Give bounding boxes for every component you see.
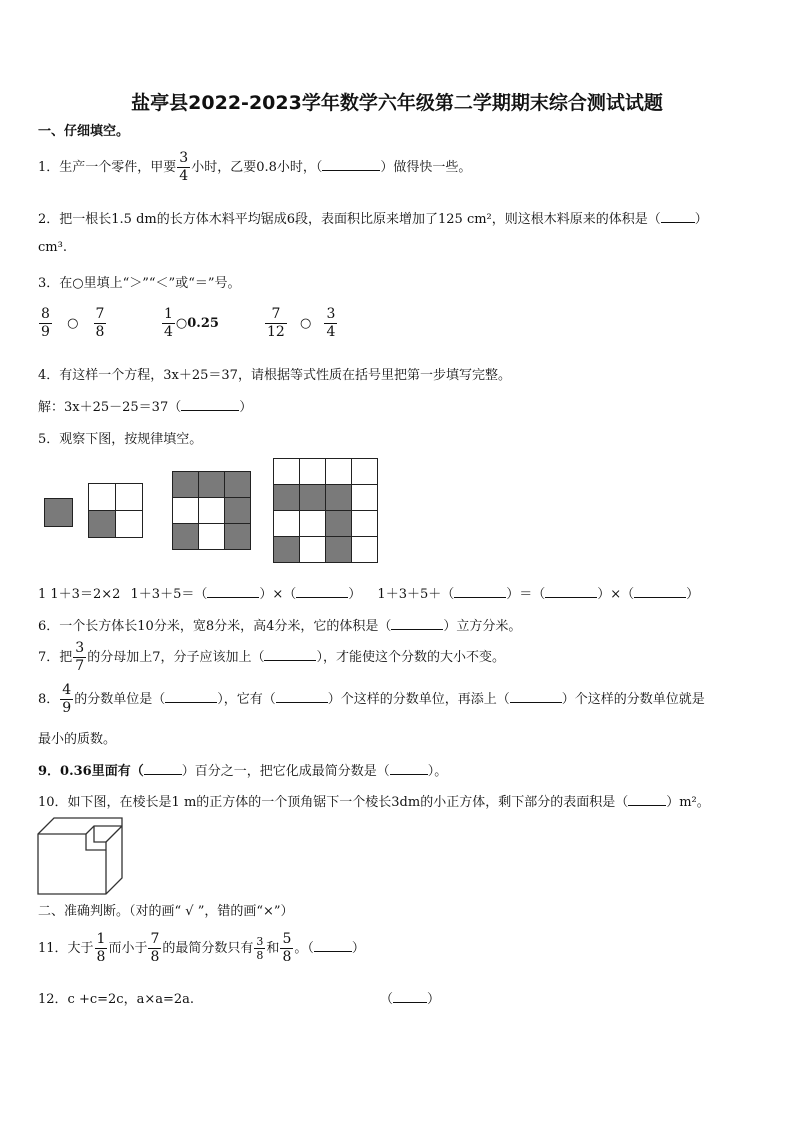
q5-eq2-c: ）	[348, 587, 362, 602]
q3-p2-num1: 1	[164, 306, 173, 322]
cut-notch-inner	[94, 826, 106, 850]
q9-text-b: ）百分之一，把它化成最简分数是（	[181, 764, 390, 779]
q9-text-c: ）。	[427, 764, 448, 779]
q7-text-a: 7．把	[38, 650, 73, 665]
q3-p3-den2: 4	[326, 324, 336, 340]
q10-answer-blank[interactable]	[628, 794, 666, 806]
grid-cell-empty	[326, 459, 352, 485]
q11-f1-num: 1	[96, 931, 106, 947]
q5-eq3-a: 1＋3＋5＋（	[377, 587, 455, 602]
grid-cell-empty	[116, 484, 143, 511]
q5-blank-5[interactable]	[634, 586, 686, 598]
q12-close-paren: ）	[427, 992, 441, 1007]
grid-cell-empty	[274, 459, 300, 485]
grid-cell-empty	[352, 511, 378, 537]
q3-p2-circle[interactable]: ○	[175, 316, 188, 331]
q11-f4-den: 8	[282, 949, 292, 965]
grid-cell-empty	[199, 498, 225, 524]
grid-cell-filled	[89, 511, 116, 538]
q2-answer-blank[interactable]	[661, 211, 695, 223]
q4-solution-text: 解：3x＋25－25＝37（	[38, 400, 182, 415]
grid-cell-empty	[300, 459, 326, 485]
question-9	[38, 760, 447, 779]
q10-text-a: 10．如下图，在棱长是1 m的正方体的一个顶角锯下一个棱长3dm的小正方体，剩下部分的表面积是（	[38, 795, 629, 810]
q9-blank-2[interactable]	[390, 763, 428, 775]
cube-cut-figure	[36, 814, 126, 898]
q12-open-paren: （	[380, 992, 394, 1007]
q1-answer-blank[interactable]	[322, 159, 380, 171]
grid-cell-empty	[352, 537, 378, 563]
q7-numerator: 3	[75, 640, 85, 656]
pattern-figure-1	[44, 498, 73, 527]
q11-text-e: 。（	[294, 941, 314, 956]
q5-blank-2[interactable]	[296, 586, 348, 598]
question-11	[38, 931, 365, 966]
q11-text-a: 11．大于	[38, 941, 94, 956]
q3-p3-den1: 12	[267, 324, 285, 340]
q8-denominator: 9	[62, 700, 72, 716]
grid-cell	[45, 499, 73, 527]
cube-outline	[38, 818, 122, 894]
q9-text-a: 9．0.36里面有（	[38, 764, 144, 779]
q11-f3-den: 8	[256, 949, 264, 962]
grid-cell-filled	[225, 498, 251, 524]
question-3: 3．在○里填上“＞”“＜”或“＝”号。	[38, 276, 241, 291]
grid-cell-filled	[326, 537, 352, 563]
q11-text-b: 而小于	[108, 941, 148, 956]
q8-text-a: 8．	[38, 692, 60, 707]
grid-cell-filled	[274, 485, 300, 511]
grid-cell-filled	[274, 537, 300, 563]
q3-pair-2	[161, 306, 219, 341]
grid-cell-empty	[173, 498, 199, 524]
q5-blank-4[interactable]	[545, 586, 597, 598]
q6-text-a: 6．一个长方体长10分米，宽8分米，高4分米，它的体积是（	[38, 619, 392, 634]
q1-text-c: ）做得快一些。	[380, 160, 472, 175]
grid-cell-empty	[274, 511, 300, 537]
q11-text-c: 的最简分数只有	[162, 941, 254, 956]
q8-blank-3[interactable]	[510, 691, 562, 703]
q11-text-d: 和	[266, 941, 280, 956]
q3-p1-den2: 8	[95, 324, 105, 340]
q5-eq3-c: ）×（	[597, 587, 635, 602]
q11-f4-num: 5	[282, 931, 292, 947]
q11-close-paren: ）	[351, 941, 365, 956]
q3-p3-num1: 7	[265, 306, 287, 324]
q5-blank-1[interactable]	[207, 586, 259, 598]
q7-text-c: ），才能使这个分数的大小不变。	[316, 650, 505, 665]
q1-text-a: 1．生产一个零件，甲要	[38, 160, 177, 175]
q3-p2-value: 0.25	[187, 316, 219, 331]
grid-cell-empty	[116, 511, 143, 538]
q7-text-b: 的分母加上7，分子应该加上（	[87, 650, 265, 665]
grid-cell-filled	[173, 524, 199, 550]
section-1-heading: 一、仔细填空。	[38, 124, 130, 139]
grid-cell-filled	[173, 472, 199, 498]
q9-blank-1[interactable]	[144, 763, 182, 775]
grid-cell-empty	[352, 459, 378, 485]
q1-text-b: 小时，乙要0.8小时，（	[191, 160, 323, 175]
grid-cell-filled	[199, 472, 225, 498]
q7-answer-blank[interactable]	[264, 649, 316, 661]
q8-text-e: ）个这样的分数单位就是	[561, 692, 705, 707]
q1-denominator: 4	[179, 168, 189, 184]
q3-pair-1	[38, 306, 107, 341]
pattern-figure-2	[88, 483, 143, 538]
q8-text-c: ），它有（	[217, 692, 276, 707]
q3-p3-num2: 3	[326, 306, 336, 322]
pattern-figure-4	[273, 458, 378, 563]
grid-cell-filled	[326, 511, 352, 537]
grid-cell-empty	[300, 511, 326, 537]
grid-cell-filled	[225, 524, 251, 550]
q8-blank-2[interactable]	[276, 691, 328, 703]
question-1	[38, 150, 471, 185]
q3-p3-circle[interactable]: ○	[299, 316, 312, 331]
page-title: 盐亭县2022-2023学年数学六年级第二学期期末综合测试试题	[131, 92, 663, 114]
grid-cell-filled	[326, 485, 352, 511]
grid-cell-empty	[300, 537, 326, 563]
q12-answer	[380, 988, 440, 1007]
q11-f1-den: 8	[96, 949, 106, 965]
grid-cell-empty	[352, 485, 378, 511]
q8-text-b: 的分数单位是（	[74, 692, 166, 707]
grid-cell-empty	[89, 484, 116, 511]
q5-eq2-a: 1＋3＋5＝（	[130, 587, 208, 602]
q10-text-b: ）m²。	[666, 795, 710, 810]
question-4: 4．有这样一个方程，3x＋25＝37，请根据等式性质在括号里把第一步填写完整。	[38, 368, 511, 383]
q3-p2-den1: 4	[164, 324, 173, 340]
q3-p1-num2: 7	[95, 306, 105, 322]
q5-eq3-d: ）	[686, 587, 700, 602]
q5-eq1: 1 1＋3＝2×2	[38, 587, 121, 602]
q5-eq3-b: ）＝（	[506, 587, 546, 602]
q3-p1-num1: 8	[41, 306, 50, 322]
question-7	[38, 640, 505, 675]
q4-answer-blank[interactable]	[181, 399, 239, 411]
grid-cell-filled	[300, 485, 326, 511]
cut-notch-diagonal	[106, 826, 122, 842]
q8-continuation: 最小的质数。	[38, 732, 117, 747]
q12-answer-blank[interactable]	[393, 991, 427, 1003]
q11-f2-den: 8	[150, 949, 160, 965]
q6-text-b: ）立方分米。	[443, 619, 522, 634]
q7-denominator: 7	[75, 658, 85, 674]
q5-eq2-b: ）×（	[259, 587, 297, 602]
q8-text-d: ）个这样的分数单位，再添上（	[327, 692, 510, 707]
q3-p1-den1: 9	[41, 324, 50, 340]
question-12: 12．c +c=2c，a×a=2a.	[38, 992, 195, 1007]
question-8	[38, 682, 705, 717]
q11-f2-num: 7	[150, 931, 160, 947]
question-5: 5．观察下图，按规律填空。	[38, 432, 203, 447]
section-2-heading: 二、准确判断。（对的画“ √ ”，错的画“×”）	[38, 904, 294, 919]
grid-cell-filled	[225, 472, 251, 498]
q3-p1-circle[interactable]: ○	[67, 316, 79, 331]
q6-answer-blank[interactable]	[391, 618, 443, 630]
q11-f3-num: 3	[256, 935, 264, 948]
question-2	[38, 208, 708, 227]
q2-text-b: ）	[694, 212, 708, 227]
q5-blank-3[interactable]	[454, 586, 506, 598]
q3-pair-3	[264, 306, 338, 341]
q2-unit: cm³.	[38, 240, 67, 255]
q4-close-paren: ）	[239, 400, 253, 415]
cut-notch-top	[86, 826, 122, 834]
q1-fraction	[177, 150, 190, 185]
q5-equations	[38, 583, 699, 602]
q2-text-a: 2．把一根长1.5 dm的长方体木料平均锯成6段，表面积比原来增加了125 cm²，则这根木料原来的体积是（	[38, 212, 661, 227]
q4-solution	[38, 396, 252, 415]
q8-blank-1[interactable]	[165, 691, 217, 703]
question-10	[38, 791, 710, 810]
q1-numerator: 3	[179, 150, 189, 166]
pattern-figure-3	[172, 471, 251, 550]
question-6	[38, 615, 521, 634]
q11-answer-blank[interactable]	[314, 940, 352, 952]
grid-cell-empty	[199, 524, 225, 550]
q8-numerator: 4	[62, 682, 72, 698]
